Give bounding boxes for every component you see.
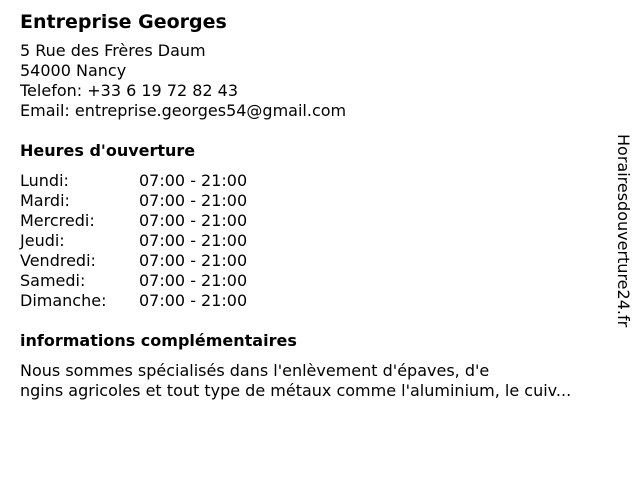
time-range: 07:00 - 21:00 [139,211,248,230]
day-label: Mardi: [20,191,70,210]
info-description [20,361,610,401]
time-range: 07:00 - 21:00 [139,171,248,190]
email-line: Email: entreprise.georges54@gmail.com [20,101,347,120]
day-label: Lundi: [20,171,69,190]
hours-row-friday [20,251,610,271]
day-label: Jeudi: [20,231,65,250]
info-heading: informations complémentaires [20,331,297,350]
hours-heading: Heures d'ouverture [20,141,196,160]
hours-row-wednesday [20,211,610,231]
hours-row-monday [20,171,610,191]
opening-hours-table [20,171,610,311]
info-description-line: Nous sommes spécialisés dans l'enlèvement d'épaves, d'e [20,361,490,380]
time-range: 07:00 - 21:00 [139,251,248,270]
time-range: 07:00 - 21:00 [139,191,248,210]
business-card [20,10,610,401]
source-watermark: Horairesdouverture24.fr [614,134,633,328]
day-label: Dimanche: [20,291,107,310]
address-city: 54000 Nancy [20,61,127,80]
hours-row-saturday [20,271,610,291]
day-label: Vendredi: [20,251,96,270]
hours-row-sunday [20,291,610,311]
time-range: 07:00 - 21:00 [139,271,248,290]
phone-line: Telefon: +33 6 19 72 82 43 [20,81,239,100]
time-range: 07:00 - 21:00 [139,231,248,250]
day-label: Mercredi: [20,211,95,230]
business-name: Entreprise Georges [20,11,227,33]
hours-row-thursday [20,231,610,251]
address-street: 5 Rue des Frères Daum [20,41,206,60]
time-range: 07:00 - 21:00 [139,291,248,310]
info-description-line: ngins agricoles et tout type de métaux comme l'aluminium, le cuiv... [20,381,572,400]
day-label: Samedi: [20,271,86,290]
hours-row-tuesday [20,191,610,211]
